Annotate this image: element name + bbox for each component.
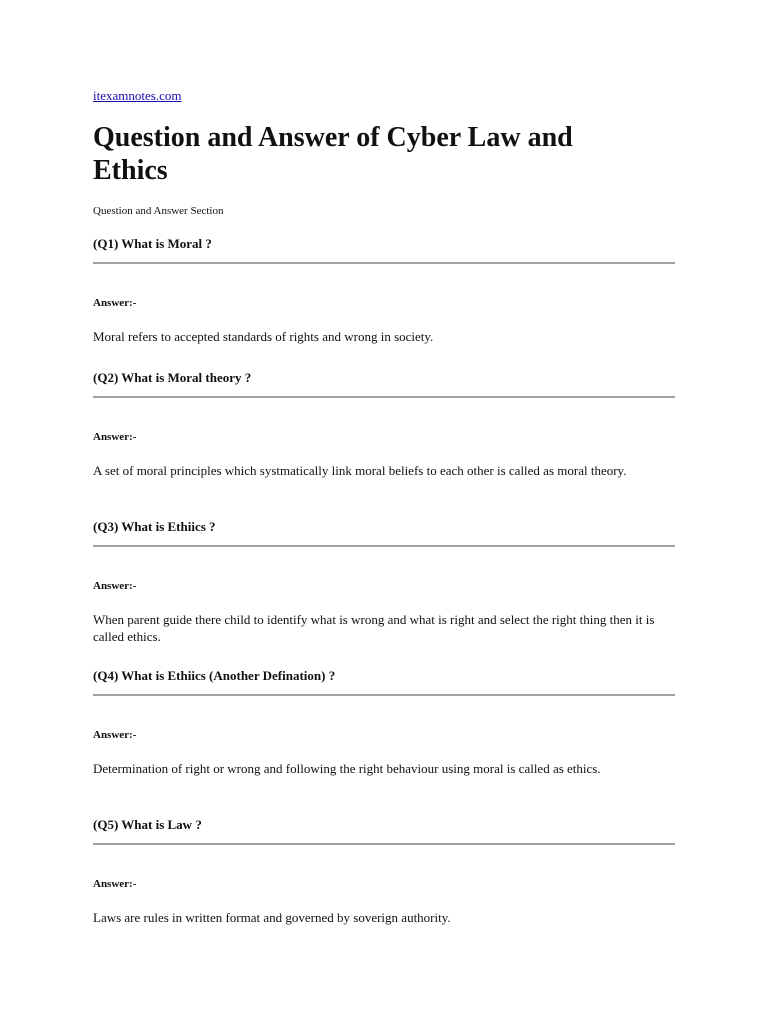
divider <box>93 545 675 547</box>
answer-text: When parent guide there child to identify what is wrong and what is right and select the right thing then it is called ethics. <box>93 612 655 644</box>
section-label: Question and Answer Section <box>93 205 224 217</box>
answer-label: Answer:- <box>93 878 137 890</box>
divider <box>93 262 675 264</box>
answer-label: Answer:- <box>93 580 137 592</box>
question-heading: (Q1) What is Moral ? <box>93 236 212 251</box>
answer-label: Answer:- <box>93 729 137 741</box>
divider <box>93 694 675 696</box>
answer-label: Answer:- <box>93 431 137 443</box>
site-link[interactable]: itexamnotes.com <box>93 88 182 103</box>
answer-label: Answer:- <box>93 297 137 309</box>
question-heading: (Q2) What is Moral theory ? <box>93 370 252 385</box>
answer-text: A set of moral principles which systmatically link moral beliefs to each other is called as moral theory. <box>93 463 627 478</box>
answer-text: Laws are rules in written format and governed by soverign authority. <box>93 910 451 925</box>
page-title: Question and Answer of Cyber Law and Ethics <box>93 122 573 186</box>
question-heading: (Q5) What is Law ? <box>93 817 202 832</box>
question-heading: (Q3) What is Ethiics ? <box>93 519 216 534</box>
answer-text: Moral refers to accepted standards of rights and wrong in society. <box>93 329 434 344</box>
divider <box>93 843 675 845</box>
divider <box>93 396 675 398</box>
answer-text: Determination of right or wrong and following the right behaviour using moral is called as ethics. <box>93 761 601 776</box>
question-heading: (Q4) What is Ethiics (Another Defination) ? <box>93 668 336 683</box>
